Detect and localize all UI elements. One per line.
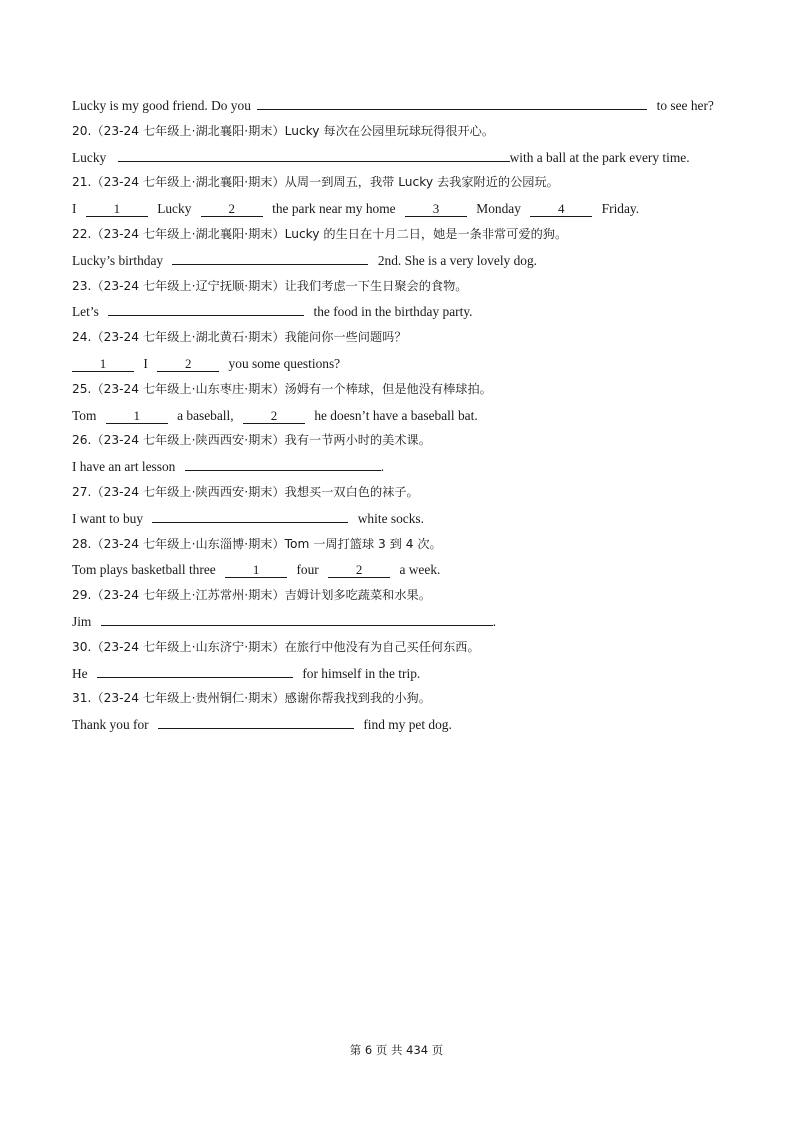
sentence-text: Jim: [72, 613, 92, 629]
answer-line-30: [72, 661, 722, 687]
blank-number: 2: [270, 407, 278, 423]
blank-number: 4: [558, 201, 565, 217]
blank-number: 1: [133, 407, 140, 423]
answer-blank-2[interactable]: [157, 356, 219, 372]
question-26: 26.（23-24 七年级上·陕西西安·期末）我有一节两小时的美术课。: [72, 433, 431, 448]
answer-line-29: [72, 609, 722, 635]
answer-blank[interactable]: [172, 249, 368, 265]
sentence-text: Lucky’s birthday: [72, 252, 164, 268]
sentence-text: He: [72, 665, 88, 681]
answer-line-20: [72, 145, 722, 171]
question-30: 30.（23-24 七年级上·山东济宁·期末）在旅行中他没有为自己买任何东西。: [72, 639, 480, 654]
blank-number: 1: [252, 562, 260, 578]
sentence-text: he doesn’t have a baseball bat.: [314, 407, 478, 423]
sentence-text: .: [492, 613, 497, 629]
sentence-text: I: [72, 201, 77, 217]
answer-blank-1[interactable]: [225, 562, 287, 578]
sentence-text: white socks.: [357, 510, 424, 526]
sentence-text: the park near my home: [272, 201, 396, 217]
answer-blank-2[interactable]: [201, 201, 263, 217]
question-31: 31.（23-24 七年级上·贵州铜仁·期末）感谢你帮我找到我的小狗。: [72, 691, 431, 706]
sentence-text: Friday.: [601, 201, 640, 217]
answer-blank[interactable]: [118, 146, 510, 162]
answer-blank[interactable]: [158, 713, 354, 729]
answer-line-21: [72, 196, 722, 222]
blank-number: 1: [113, 201, 121, 217]
blank-number: 2: [355, 562, 363, 578]
sentence-text: Lucky is my good friend. Do you: [72, 98, 251, 113]
answer-line-28: [72, 557, 722, 583]
sentence-text: the food in the birthday party.: [313, 304, 473, 320]
answer-blank-3[interactable]: [405, 201, 467, 217]
sentence-text: Lucky: [72, 149, 107, 165]
sentence-text: with a ball at the park every time.: [509, 149, 690, 165]
sentence-text: I have an art lesson: [72, 459, 176, 475]
blank-number: 2: [228, 201, 236, 217]
exercise-list: [72, 93, 722, 738]
question-24: 24.（23-24 七年级上·湖北黄石·期末）我能问你一些问题吗？: [72, 330, 407, 345]
question-23: 23.（23-24 七年级上·辽宁抚顺·期末）让我们考虑一下生日聚会的食物。: [72, 278, 468, 293]
question-29: 29.（23-24 七年级上·江苏常州·期末）吉姆计划多吃蔬菜和水果。: [72, 588, 431, 603]
blank-number: 3: [432, 201, 440, 217]
sentence-text: Monday: [476, 201, 521, 217]
answer-blank-4[interactable]: [530, 201, 592, 217]
sentence-text: for himself in the trip.: [302, 665, 421, 681]
sentence-text: I: [143, 355, 148, 371]
answer-line-25: [72, 403, 722, 429]
sentence-text: a baseball,: [177, 407, 234, 423]
answer-blank[interactable]: [97, 662, 293, 678]
sentence-text: Thank you for: [72, 717, 149, 733]
sentence-text: four: [296, 562, 319, 578]
question-27: 27.（23-24 七年级上·陕西西安·期末）我想买一双白色的袜子。: [72, 484, 419, 499]
answer-blank[interactable]: [101, 610, 493, 626]
sentence-text: a week.: [399, 562, 441, 578]
answer-line-26: [72, 454, 722, 480]
sentence-text: Lucky: [157, 201, 192, 217]
sentence-text: Tom plays basketball three: [72, 562, 216, 578]
blank-number: 1: [99, 355, 107, 371]
answer-blank-1[interactable]: [106, 408, 168, 424]
answer-line-27: [72, 506, 722, 532]
question-20: 20.（23-24 七年级上·湖北襄阳·期末）Lucky 每次在公园里玩球玩得很开心。: [72, 123, 495, 138]
blank-number: 2: [184, 355, 192, 371]
sentence-text: Tom: [72, 407, 97, 423]
sentence-text: 2nd. She is a very lovely dog.: [377, 252, 538, 268]
answer-blank-1[interactable]: [86, 201, 148, 217]
answer-blank-2[interactable]: [328, 562, 390, 578]
question-21: 21.（23-24 七年级上·湖北襄阳·期末）从周一到周五，我带 Lucky 去我家附近的公园玩。: [72, 175, 559, 190]
answer-line-31: [72, 712, 722, 738]
answer-blank[interactable]: [257, 94, 647, 110]
answer-blank-2[interactable]: [243, 408, 305, 424]
answer-line-22: [72, 248, 722, 274]
answer-blank[interactable]: [185, 455, 381, 471]
sentence-text: Let’s: [72, 304, 99, 320]
answer-line-24: [72, 351, 722, 377]
answer-line-19: [72, 93, 722, 119]
question-25: 25.（23-24 七年级上·山东枣庄·期末）汤姆有一个棒球，但是他没有棒球拍。: [72, 381, 492, 396]
sentence-text: .: [380, 459, 385, 475]
sentence-text: find my pet dog.: [363, 717, 452, 733]
answer-line-23: [72, 299, 722, 325]
question-28: 28.（23-24 七年级上·山东淄博·期末）Tom 一周打篮球 3 到 4 次。: [72, 536, 442, 551]
answer-blank[interactable]: [152, 507, 348, 523]
answer-blank[interactable]: [108, 300, 304, 316]
answer-blank-1[interactable]: [72, 356, 134, 372]
page-footer: 第 6 页 共 434 页: [349, 1043, 444, 1057]
sentence-text: you some questions?: [228, 355, 341, 371]
question-22: 22.（23-24 七年级上·湖北襄阳·期末）Lucky 的生日在十月二日，她是一条非常可爱的狗。: [72, 226, 568, 241]
sentence-text: I want to buy: [72, 510, 144, 526]
sentence-text: to see her?: [656, 98, 714, 113]
